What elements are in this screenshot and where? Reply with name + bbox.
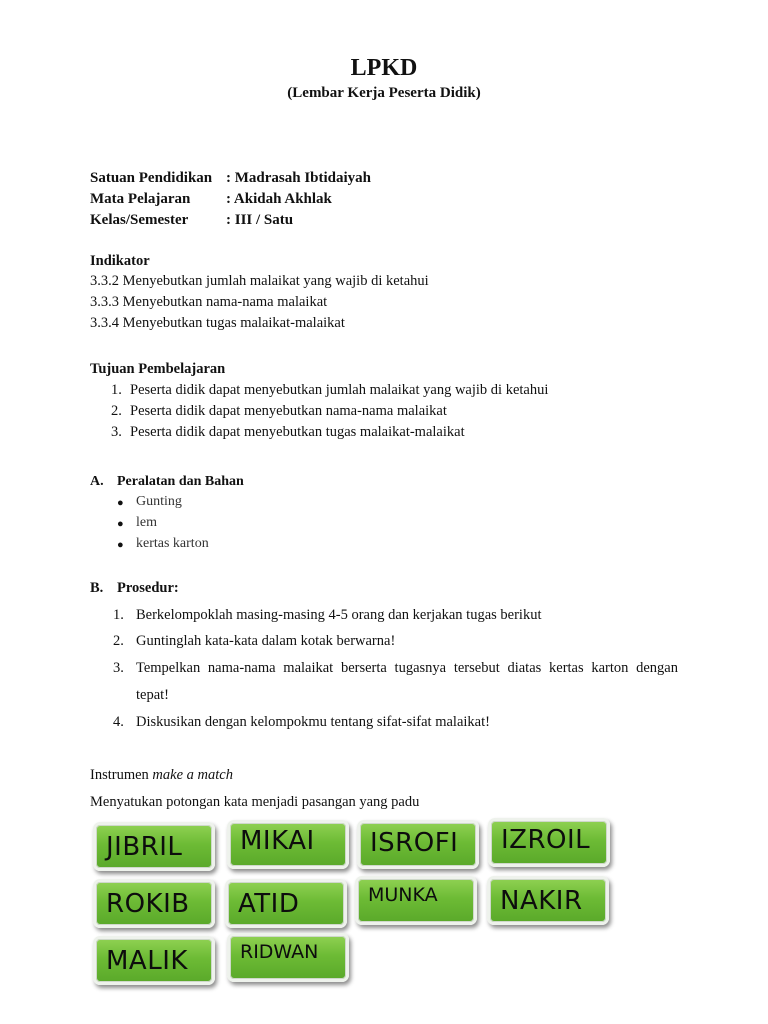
tujuan-item: Peserta didik dapat menyebutkan jumlah malaikat yang wajib di ketahui [130,382,549,398]
tujuan-num: 3. [111,424,122,440]
indikator-item: 3.3.2 Menyebutkan jumlah malaikat yang wajib di ketahui [90,273,429,289]
card-munka[interactable]: MUNKA [355,876,477,925]
prosedur-num: 1. [113,607,124,623]
prosedur-heading: Prosedur: [117,580,179,596]
indikator-item: 3.3.3 Menyebutkan nama-nama malaikat [90,294,328,310]
bullet-icon: ● [117,497,124,509]
card-isrofi[interactable]: ISROFI [357,820,479,869]
info-value-mapel: : Akidah Akhlak [226,191,332,207]
instrumen-prefix: Instrumen [90,767,153,783]
prosedur-item: Tempelkan nama-nama malaikat berserta tugasnya tersebut diatas kertas karton dengan [136,660,678,676]
card-atid[interactable]: ATID [225,879,347,928]
tujuan-heading: Tujuan Pembelajaran [90,361,226,377]
tujuan-item: Peserta didik dapat menyebutkan nama-nama malaikat [130,403,447,419]
prosedur-marker: B. [90,580,104,596]
peralatan-heading: Peralatan dan Bahan [117,474,244,489]
bullet-icon: ● [117,539,124,551]
tujuan-num: 1. [111,382,122,398]
prosedur-item: Guntinglah kata-kata dalam kotak berwarna! [136,633,396,649]
card-ridwan[interactable]: RIDWAN [227,933,349,982]
card-malik[interactable]: MALIK [93,936,215,985]
instrumen-italic: make a match [152,767,233,783]
card-nakir[interactable]: NAKIR [487,876,609,925]
prosedur-num: 4. [113,714,124,730]
peralatan-item: kertas karton [136,536,209,551]
info-label-satuan: Satuan Pendidikan [90,170,213,186]
bullet-icon: ● [117,518,124,530]
info-value-kelas: : III / Satu [226,212,294,228]
info-label-mapel: Mata Pelajaran [90,191,191,207]
instrumen-line [90,767,233,784]
prosedur-item-cont: tepat! [136,687,170,703]
info-value-satuan: : Madrasah Ibtidaiyah [226,170,372,186]
tujuan-item: Peserta didik dapat menyebutkan tugas malaikat-malaikat [130,424,465,440]
card-rokib[interactable]: ROKIB [93,879,215,928]
info-label-kelas: Kelas/Semester [90,212,189,228]
instrumen-description: Menyatukan potongan kata menjadi pasangan yang padu [90,794,420,810]
peralatan-item: lem [136,515,157,530]
peralatan-item: Gunting [136,494,182,509]
document-title: LPKD [350,55,418,81]
peralatan-marker: A. [90,474,104,489]
card-izroil[interactable]: IZROIL [488,818,610,867]
prosedur-num: 3. [113,660,124,676]
prosedur-item: Berkelompoklah masing-masing 4-5 orang dan kerjakan tugas berikut [136,607,542,623]
indikator-heading: Indikator [90,253,150,269]
prosedur-num: 2. [113,633,124,649]
document-subtitle: (Lembar Kerja Peserta Didik) [287,85,481,101]
card-mikai[interactable]: MIKAI [227,820,349,869]
card-jibril[interactable]: JIBRIL [93,822,215,871]
prosedur-item: Diskusikan dengan kelompokmu tentang sifat-sifat malaikat! [136,714,490,730]
indikator-item: 3.3.4 Menyebutkan tugas malaikat-malaikat [90,315,345,331]
tujuan-num: 2. [111,403,122,419]
